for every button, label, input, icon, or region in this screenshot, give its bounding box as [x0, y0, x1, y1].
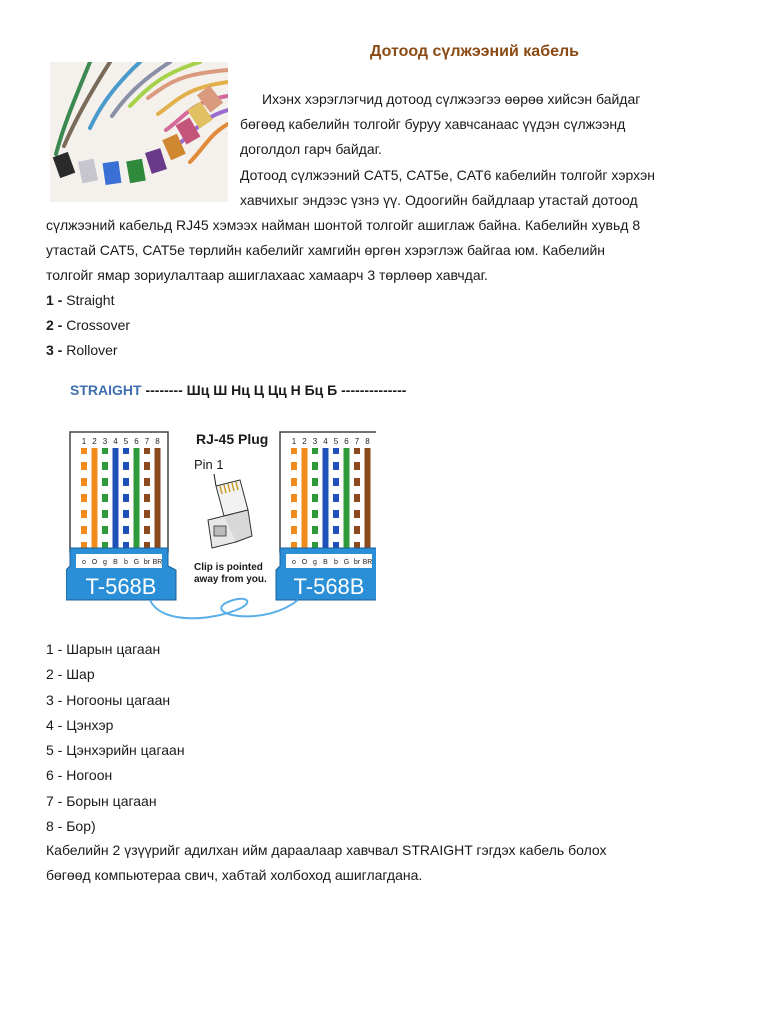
cable-type-list: [46, 288, 130, 363]
wire-stripe: [354, 470, 360, 478]
wire-7: [144, 448, 150, 548]
wire-stripe: [291, 502, 297, 510]
wire-8: [365, 448, 371, 548]
intro-paragraph: [240, 87, 700, 162]
wire-code: B: [323, 559, 328, 566]
wire-stripe: [291, 534, 297, 542]
wire-stripe: [312, 454, 318, 462]
pin-number: 1: [291, 437, 297, 446]
list-item: 8 - Бор): [46, 818, 96, 835]
wire-stripe: [102, 518, 108, 526]
list-item: 6 - Ногоон: [46, 767, 113, 784]
intro-line-2: бөгөөд кабелийн толгойг буруу хавчсанаас үүдэн сүлжээнд: [240, 116, 626, 132]
wire-stripe: [354, 454, 360, 462]
rj45-paragraph: [46, 213, 726, 288]
wire-1: [291, 448, 297, 548]
pin-number: 2: [92, 437, 97, 446]
rj45-line-3: толгойг ямар зориулалтаар ашиглахаас хамаарч 3 төрлөөр хавчдаг.: [46, 267, 488, 283]
list-item: 3 - Ногооны цагаан: [46, 691, 171, 708]
pin-number: 4: [113, 437, 118, 446]
wire-stripe: [81, 470, 87, 478]
straight-keyword: STRAIGHT: [70, 382, 142, 398]
pin-number: 7: [144, 437, 150, 446]
wire-2: [92, 448, 98, 548]
rj45-plug-icon: [208, 480, 252, 548]
wire-stripe: [333, 502, 339, 510]
wire-stripe: [144, 502, 150, 510]
wire-code: O: [91, 559, 98, 566]
page-title: Дотоод сүлжээний кабель: [370, 43, 579, 60]
wire-5: [123, 448, 129, 548]
wire-code: o: [82, 559, 86, 566]
wire-stripe: [81, 454, 87, 462]
wire-stripe: [102, 454, 108, 462]
wire-code: g: [103, 559, 107, 566]
cat-paragraph: [240, 163, 710, 213]
conclusion-line-2: бөгөөд компьютераа свич, хабтай холбоход ашиглагдана.: [46, 867, 423, 883]
pin-label: Pin 1: [194, 457, 224, 472]
wire-stripe: [123, 454, 129, 462]
wire-1: [81, 448, 87, 548]
pin-number: 2: [302, 437, 307, 446]
wire-code: O: [301, 559, 308, 566]
wire-4: [113, 448, 119, 548]
conclusion-line-1: Кабелийн 2 үзүүрийг адилхан ийм дараалаар хавчвал STRAIGHT гэгдэх кабель болох: [46, 842, 607, 858]
wire-stripe: [291, 470, 297, 478]
wire-code: br: [143, 559, 151, 566]
list-item: 3 - Rollover: [46, 342, 118, 358]
clip-note-line-1: Clip is pointed: [194, 562, 263, 573]
wire-stripe: [291, 518, 297, 526]
wire-stripe: [81, 518, 87, 526]
wire-stripe: [333, 454, 339, 462]
wire-8: [155, 448, 161, 548]
wire-stripe: [144, 486, 150, 494]
wire-stripe: [291, 454, 297, 462]
list-item: 4 - Цэнхэр: [46, 716, 114, 733]
rj45-line-2: утастай CAT5, CAT5e төрлийн кабелийг хамгийн өргөн хэрэглэж байгаа юм. Кабелийн: [46, 242, 606, 258]
straight-heading: [70, 382, 406, 398]
ethernet-cables-photo: [50, 62, 228, 202]
pin-number: 3: [102, 437, 108, 446]
list-item: 2 - Шар: [46, 666, 95, 683]
list-item: 1 - Straight: [46, 292, 115, 308]
left-plug: [66, 432, 176, 600]
wire-4: [323, 448, 329, 548]
list-item: 5 - Цэнхэрийн цагаан: [46, 742, 185, 759]
wire-stripe: [123, 470, 129, 478]
wire-3: [102, 448, 108, 548]
wire-stripe: [312, 486, 318, 494]
left-standard-label: T-568B: [85, 574, 157, 599]
intro-line-3: доголдол гарч байдаг.: [240, 141, 382, 157]
wire-code: BR: [362, 559, 373, 566]
wire-stripe: [81, 534, 87, 542]
plug-title: RJ-45 Plug: [196, 431, 269, 447]
wire-code: o: [292, 559, 296, 566]
pin-number: 3: [312, 437, 318, 446]
pin-number: 6: [344, 437, 349, 446]
wire-stripe: [123, 534, 129, 542]
wire-stripe: [333, 518, 339, 526]
wire-stripe: [102, 470, 108, 478]
wire-stripe: [333, 534, 339, 542]
wire-stripe: [312, 470, 318, 478]
wire-2: [302, 448, 308, 548]
cable-loop: [150, 599, 298, 618]
wire-code: BR: [152, 559, 163, 566]
wire-code: G: [133, 559, 140, 566]
wire-stripe: [354, 486, 360, 494]
cat-line-1: Дотоод сүлжээний CAT5, CAT5e, CAT6 кабелийн толгойг хэрхэн: [240, 167, 656, 183]
pin-number: 7: [354, 437, 360, 446]
wire-stripe: [354, 518, 360, 526]
wire-code: b: [124, 559, 128, 566]
wire-code: B: [113, 559, 118, 566]
wire-stripe: [354, 502, 360, 510]
list-item: 1 - Шарын цагаан: [46, 641, 161, 657]
pin-number: 6: [134, 437, 139, 446]
straight-sequence: -------- Шц Ш Нц Ц Цц Н Бц Б --------------: [141, 382, 407, 398]
pin-number: 1: [81, 437, 87, 446]
list-item: 2 - Crossover: [46, 317, 131, 333]
pin-number: 5: [333, 437, 339, 446]
wire-stripe: [81, 502, 87, 510]
rj45-line-1: сүлжээний кабельд RJ45 хэмээх найман шонтой толгойг ашиглаж байна. Кабелийн хувьд 8: [46, 217, 641, 233]
pin-number: 4: [323, 437, 328, 446]
wire-code: G: [343, 559, 350, 566]
wire-stripe: [312, 518, 318, 526]
pin-number: 8: [365, 437, 370, 446]
wire-stripe: [144, 518, 150, 526]
wire-code: br: [353, 559, 361, 566]
pin-number: 5: [123, 437, 129, 446]
wire-6: [344, 448, 350, 548]
wire-stripe: [123, 486, 129, 494]
wire-stripe: [144, 454, 150, 462]
wire-stripe: [102, 502, 108, 510]
wire-stripe: [102, 486, 108, 494]
wire-code: g: [313, 559, 317, 566]
wire-stripe: [333, 470, 339, 478]
wire-stripe: [291, 486, 297, 494]
cat-line-2: хавчихыг эндээс үзнэ үү. Одоогийн байдлаар утастай дотоод: [240, 192, 638, 208]
wire-7: [354, 448, 360, 548]
wire-stripe: [333, 486, 339, 494]
wire-stripe: [144, 534, 150, 542]
wire-3: [312, 448, 318, 548]
wire-stripe: [81, 486, 87, 494]
wire-stripe: [312, 502, 318, 510]
wire-stripe: [144, 470, 150, 478]
wire-stripe: [123, 502, 129, 510]
wire-stripe: [312, 534, 318, 542]
right-plug: [276, 432, 376, 600]
pin-number: 8: [155, 437, 160, 446]
wire-5: [333, 448, 339, 548]
right-standard-label: T-568B: [293, 574, 365, 599]
list-item: 7 - Борын цагаан: [46, 792, 157, 809]
wire-6: [134, 448, 140, 548]
wire-stripe: [354, 534, 360, 542]
wire-stripe: [102, 534, 108, 542]
intro-line-1: Ихэнх хэрэглэгчид дотоод сүлжээгээ өөрөө хийсэн байдаг: [262, 91, 641, 107]
wire-code: b: [334, 559, 338, 566]
wire-color-list: [46, 637, 185, 839]
conclusion-paragraph: [46, 838, 726, 888]
wire-stripe: [123, 518, 129, 526]
clip-note-line-2: away from you.: [194, 574, 267, 585]
rj45-wiring-diagram: [66, 420, 376, 630]
